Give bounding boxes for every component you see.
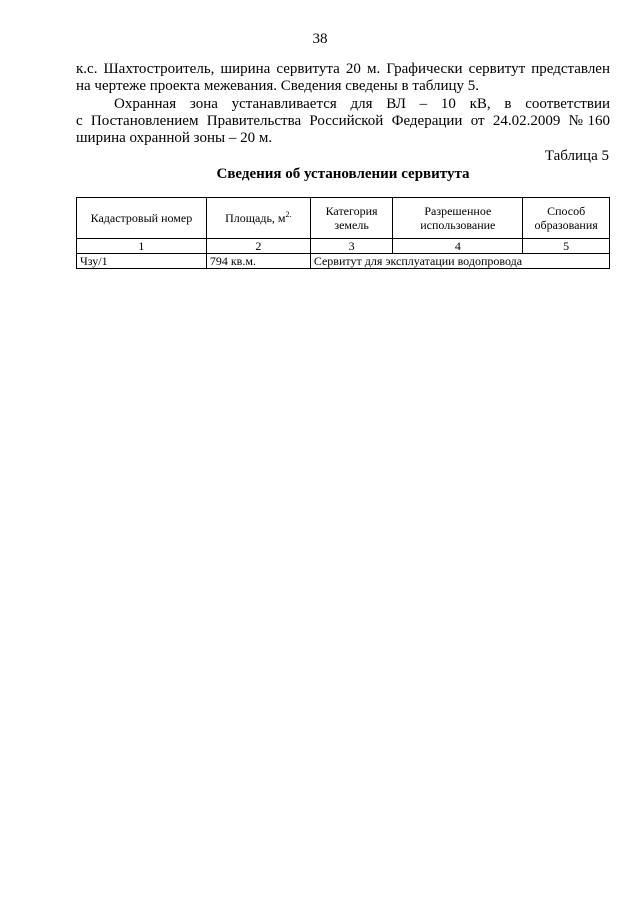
column-number: 5 (523, 239, 610, 254)
paragraph-line: к.с. Шахтостроитель, ширина сервитута 20 м. Графически сервитут представлен (76, 61, 610, 77)
servitude-table (76, 197, 610, 269)
column-number: 4 (393, 239, 523, 254)
table-number-row (77, 239, 610, 254)
table-row (77, 254, 610, 269)
paragraph-line: Охранная зона устанавливается для ВЛ – 10 кВ, в соответствии (114, 96, 610, 112)
paragraph-line: на чертеже проекта межевания. Сведения сведены в таблицу 5. (76, 78, 480, 94)
page-number: 38 (312, 31, 328, 47)
header-line: Разрешенное (424, 204, 492, 218)
header-cadastral-number: Кадастровый номер (77, 198, 207, 239)
header-line: использование (420, 218, 496, 232)
cell-cadastral-number: Чзу/1 (77, 254, 207, 269)
table-title: Сведения об установлении сервитута (216, 166, 470, 182)
cell-area: 794 кв.м. (206, 254, 310, 269)
cell-description: Сервитут для эксплуатации водопровода (310, 254, 609, 269)
header-area (206, 198, 310, 239)
header-permitted-use (393, 198, 523, 239)
paragraph-line: с Постановлением Правительства Российской Федерации от 24.02.2009 №160 (76, 113, 610, 129)
header-line: земель (334, 218, 369, 232)
paragraph-servitude-description (76, 61, 610, 95)
table-caption: Таблица 5 (544, 148, 609, 164)
header-land-category (310, 198, 393, 239)
table-header-row (77, 198, 610, 239)
header-line: Категория (325, 204, 378, 218)
column-number: 1 (77, 239, 207, 254)
header-area-label: Площадь, м (225, 211, 286, 225)
paragraph-line: ширина охранной зоны – 20 м. (76, 130, 273, 146)
header-line: Способ (547, 204, 586, 218)
column-number: 2 (206, 239, 310, 254)
column-number: 3 (310, 239, 393, 254)
header-area-sup: 2. (285, 210, 292, 219)
paragraph-protection-zone (76, 96, 610, 147)
header-formation-method (523, 198, 610, 239)
header-line: образования (534, 218, 598, 232)
